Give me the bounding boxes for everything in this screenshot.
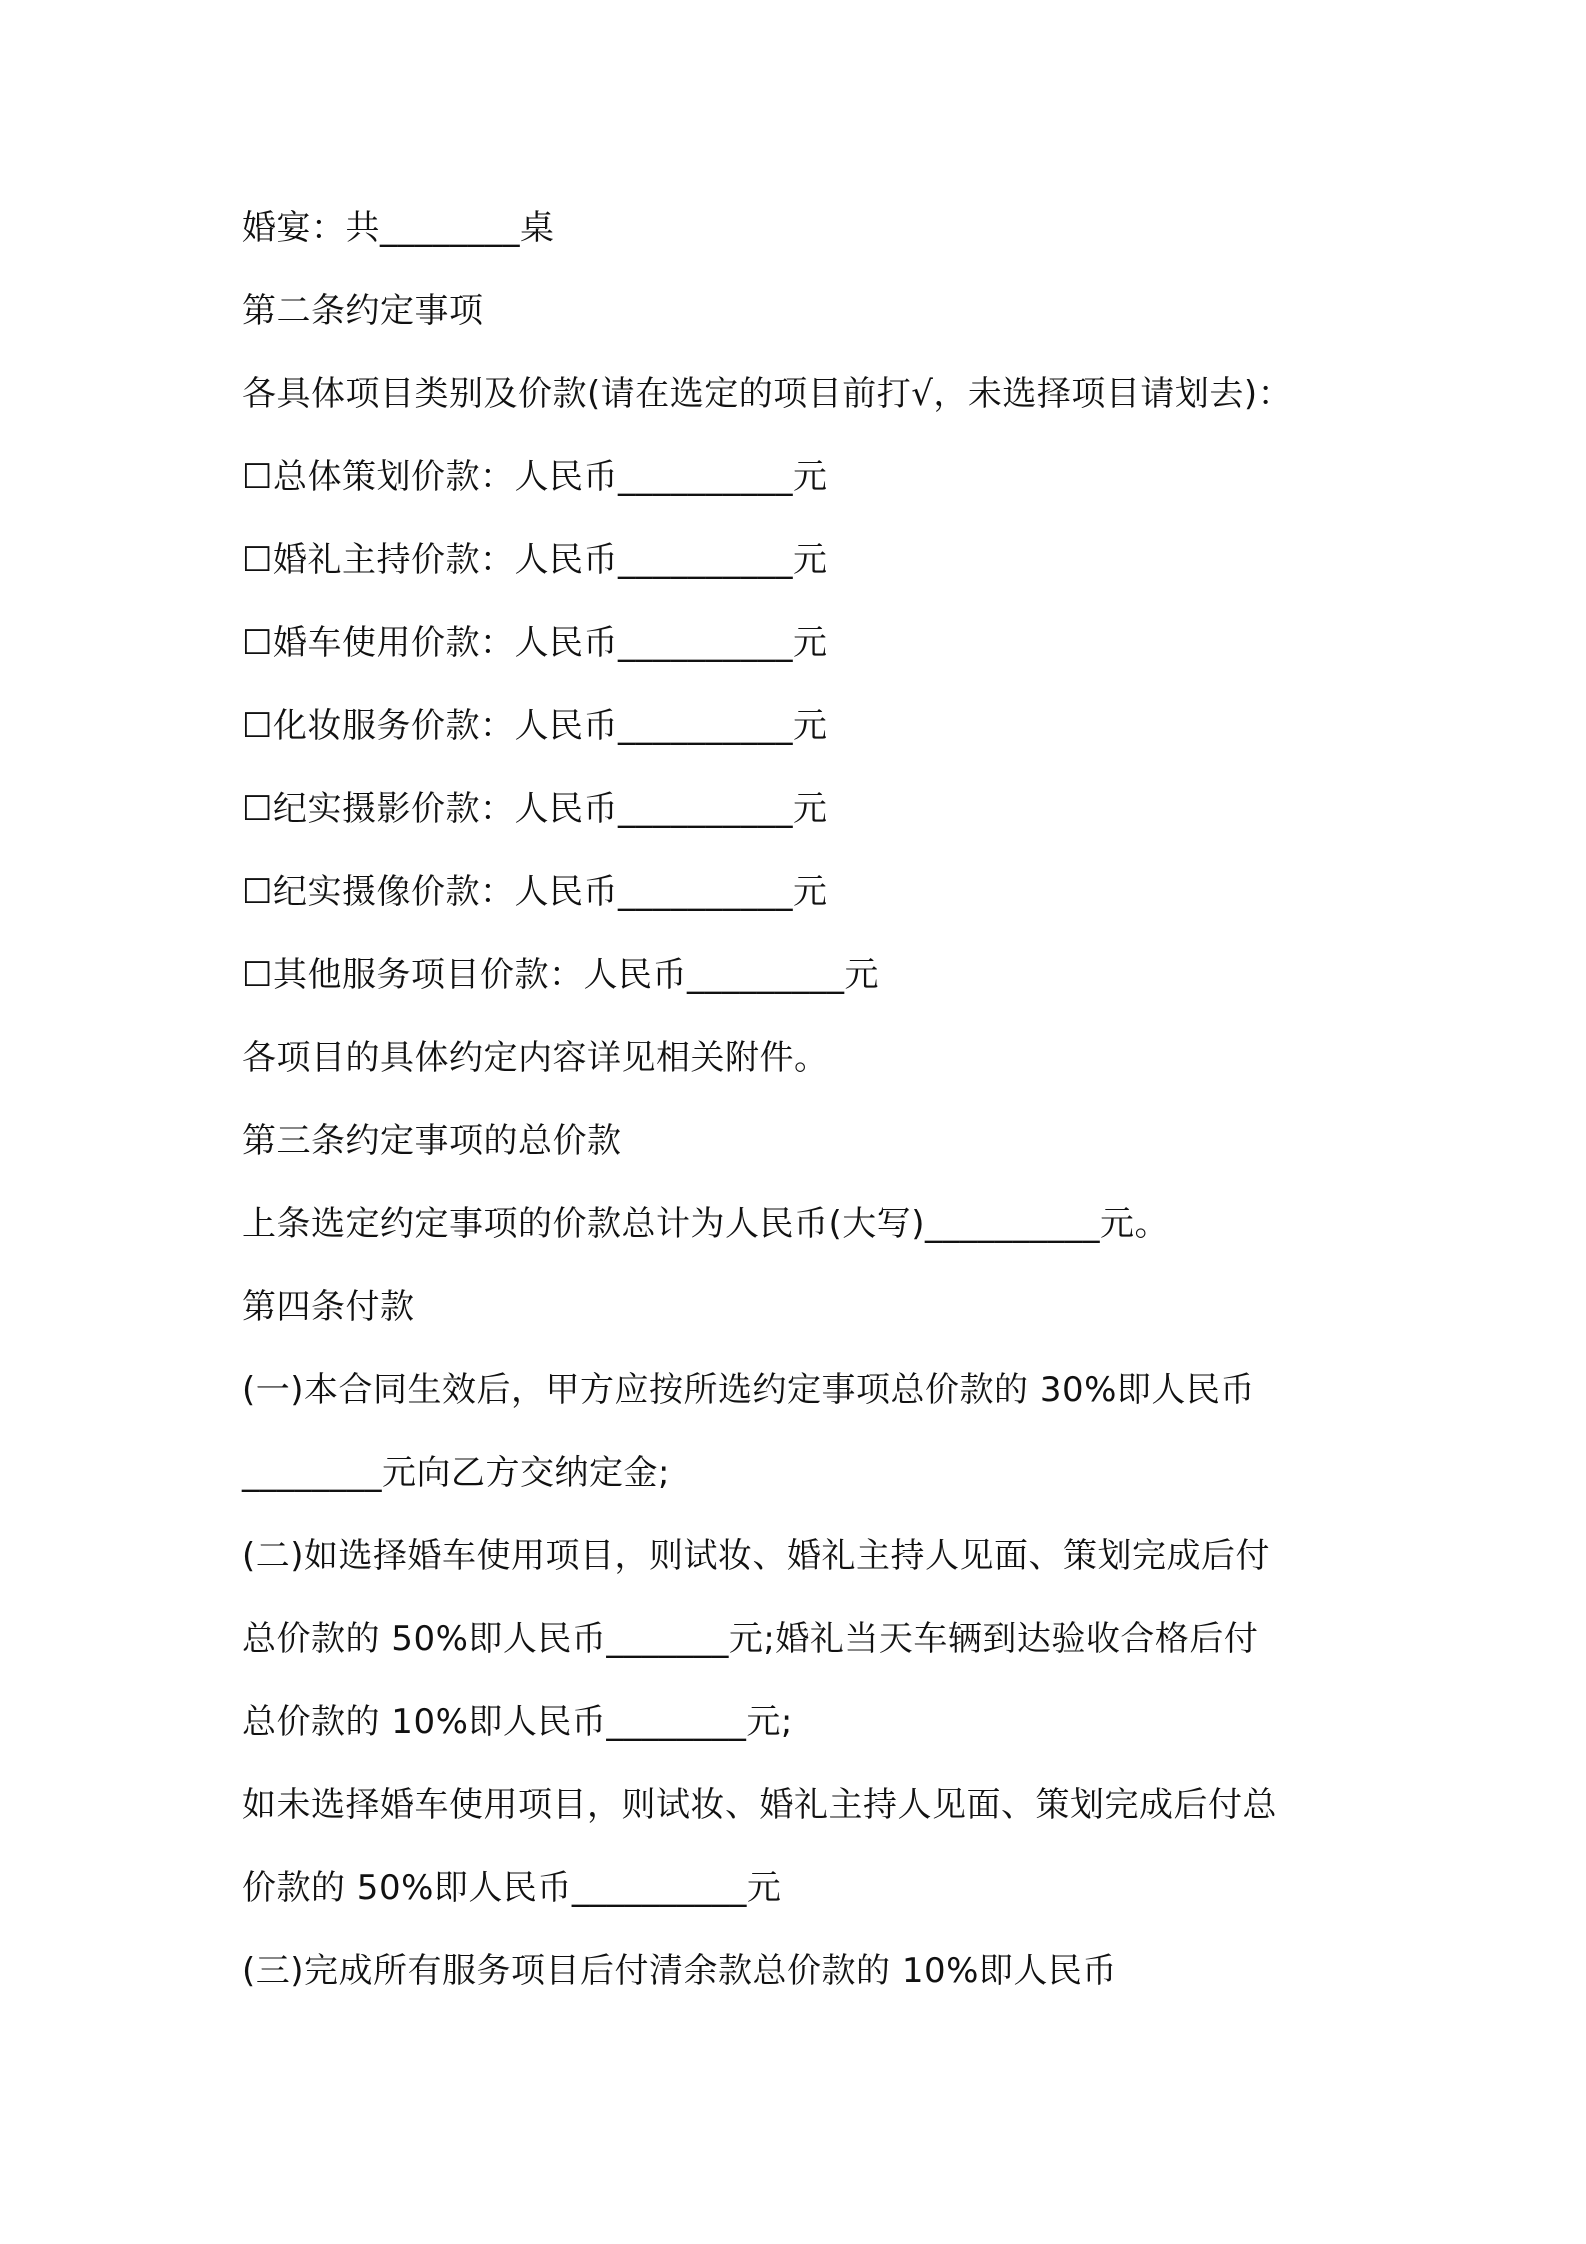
- attachments-note: 各项目的具体约定内容详见相关附件。: [242, 1038, 829, 1078]
- item-categories-instruction: 各具体项目类别及价款(请在选定的项目前打√，未选择项目请划去)：: [242, 374, 1293, 414]
- videography-price-line: ☐纪实摄像价款：人民币__________元: [242, 872, 828, 912]
- makeup-price-line: ☐化妆服务价款：人民币__________元: [242, 706, 828, 746]
- article-four-heading: 第四条付款: [242, 1287, 415, 1327]
- payment-clause-one-line-2: ________元向乙方交纳定金;: [242, 1453, 670, 1493]
- payment-clause-three-line-1: (三)完成所有服务项目后付清余款总价款的 10%即人民币: [242, 1951, 1117, 1991]
- article-two-heading: 第二条约定事项: [242, 291, 484, 331]
- banquet-tables-line: 婚宴：共________桌: [242, 208, 555, 248]
- host-price-line: ☐婚礼主持价款：人民币__________元: [242, 540, 828, 580]
- no-car-clause-line-2: 价款的 50%即人民币__________元: [242, 1868, 782, 1908]
- payment-clause-two-line-3: 总价款的 10%即人民币________元;: [242, 1702, 793, 1742]
- no-car-clause-line-1: 如未选择婚车使用项目，则试妆、婚礼主持人见面、策划完成后付总: [242, 1785, 1277, 1825]
- payment-clause-one-line-1: (一)本合同生效后，甲方应按所选约定事项总价款的 30%即人民币: [242, 1370, 1255, 1410]
- wedding-car-price-line: ☐婚车使用价款：人民币__________元: [242, 623, 828, 663]
- planning-price-line: ☐总体策划价款：人民币__________元: [242, 457, 828, 497]
- payment-clause-two-line-2: 总价款的 50%即人民币_______元;婚礼当天车辆到达验收合格后付: [242, 1619, 1259, 1659]
- article-three-heading: 第三条约定事项的总价款: [242, 1121, 622, 1161]
- total-price-line: 上条选定约定事项的价款总计为人民币(大写)__________元。: [242, 1204, 1170, 1244]
- photography-price-line: ☐纪实摄影价款：人民币__________元: [242, 789, 828, 829]
- other-services-price-line: ☐其他服务项目价款：人民币_________元: [242, 955, 879, 995]
- payment-clause-two-line-1: (二)如选择婚车使用项目，则试妆、婚礼主持人见面、策划完成后付: [242, 1536, 1271, 1576]
